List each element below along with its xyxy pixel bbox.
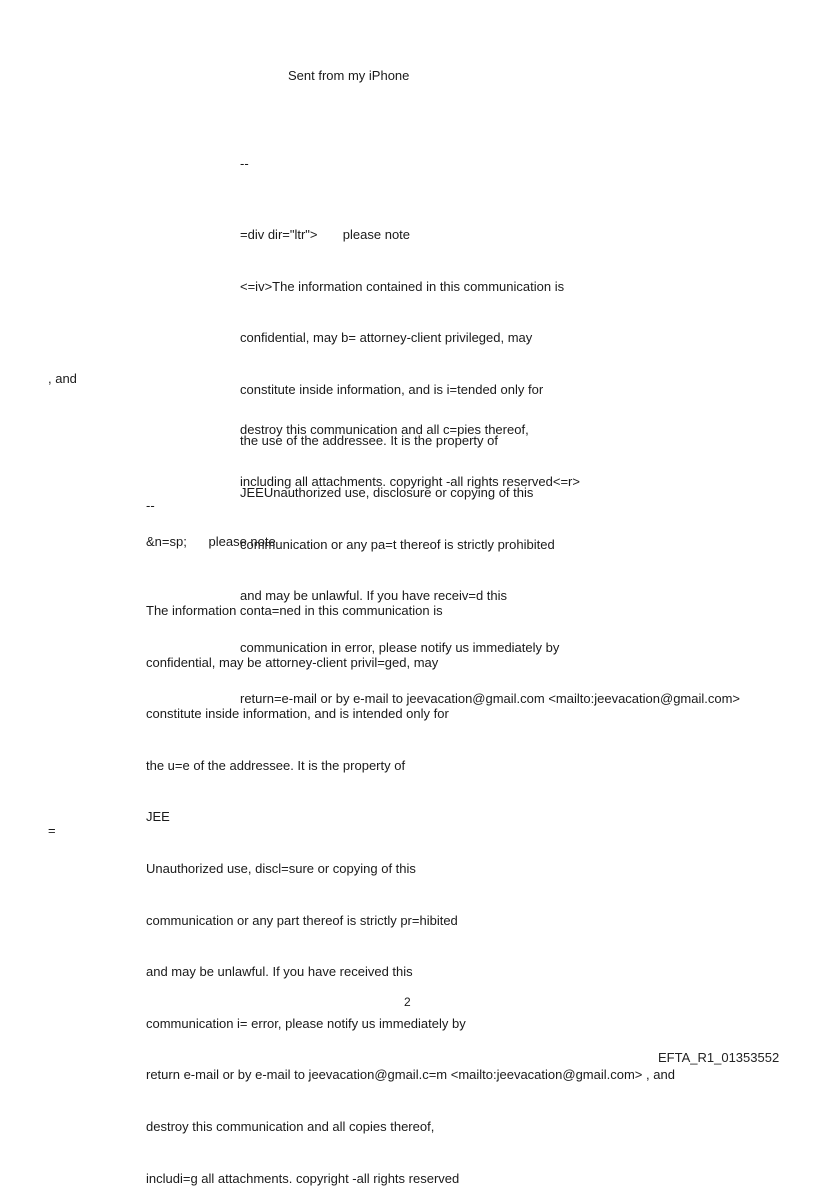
disclaimer-2-line: includi=g all attachments. copyright -all rights reserved xyxy=(146,1170,460,1186)
disclaimer-1-line: JEEUnauthorized use, disclosure or copying of this xyxy=(240,484,534,500)
page-number: 2 xyxy=(404,995,411,1009)
disclaimer-2-line: constitute inside information, and is intended only for xyxy=(146,706,449,722)
equals-sign: = xyxy=(48,823,56,838)
nbsp-note-line: &n=sp; please note xyxy=(146,534,276,549)
disclaimer-1-line: =div dir="ltr"> please note xyxy=(240,227,411,242)
disclaimer-1-line: and may be unlawful. If you have receiv=d this xyxy=(240,588,508,604)
separator-2: -- xyxy=(146,498,155,513)
disclaimer-1-tail-line: destroy this communication and all c=pies thereof, xyxy=(240,422,529,437)
and-fragment: , and xyxy=(48,371,77,386)
disclaimer-1-line: return=e-mail or by e-mail to jeevacation@gmail.com <mailto:jeevacation@gmail.com> xyxy=(240,691,741,707)
disclaimer-2-line: and may be unlawful. If you have received this xyxy=(146,964,413,980)
disclaimer-1-tail-line: including all attachments. copyright -all rights reserved<=r> xyxy=(240,473,580,489)
sent-from-line: Sent from my iPhone xyxy=(288,68,410,83)
disclaimer-1-line: constitute inside information, and is i=tended only for xyxy=(240,381,544,397)
disclaimer-1-line: communication in error, please notify us immediately by xyxy=(240,639,560,655)
disclaimer-2-line: confidential, may be attorney-client privil=ged, may xyxy=(146,654,439,670)
disclaimer-1-line: the use of the addressee. It is the property of xyxy=(240,433,498,449)
separator-1: -- xyxy=(240,156,249,171)
disclaimer-2-line: destroy this communication and all copies thereof, xyxy=(146,1118,435,1134)
disclaimer-block-2 xyxy=(146,568,675,1204)
disclaimer-2-line: communication i= error, please notify us immediately by xyxy=(146,1015,466,1031)
disclaimer-1-line: confidential, may b= attorney-client privileged, may xyxy=(240,330,533,346)
disclaimer-2-line: communication or any part thereof is strictly pr=hibited xyxy=(146,912,458,928)
disclaimer-2-line: JEE xyxy=(146,809,170,825)
disclaimer-1-line: communication or any pa=t thereof is strictly prohibited xyxy=(240,536,555,552)
disclaimer-2-line: The information conta=ned in this communication is xyxy=(146,603,443,618)
disclaimer-2-line: Unauthorized use, discl=sure or copying of this xyxy=(146,860,416,876)
disclaimer-2-line: return e-mail or by e-mail to jeevacation@gmail.c=m <mailto:jeevacation@gmail.com> , and xyxy=(146,1067,675,1083)
disclaimer-2-line: the u=e of the addressee. It is the property of xyxy=(146,757,406,773)
disclaimer-block-1-tail xyxy=(240,387,580,507)
document-id-footer: EFTA_R1_01353552 xyxy=(658,1050,780,1065)
disclaimer-1-line: <=iv>The information contained in this communication is xyxy=(240,278,565,294)
